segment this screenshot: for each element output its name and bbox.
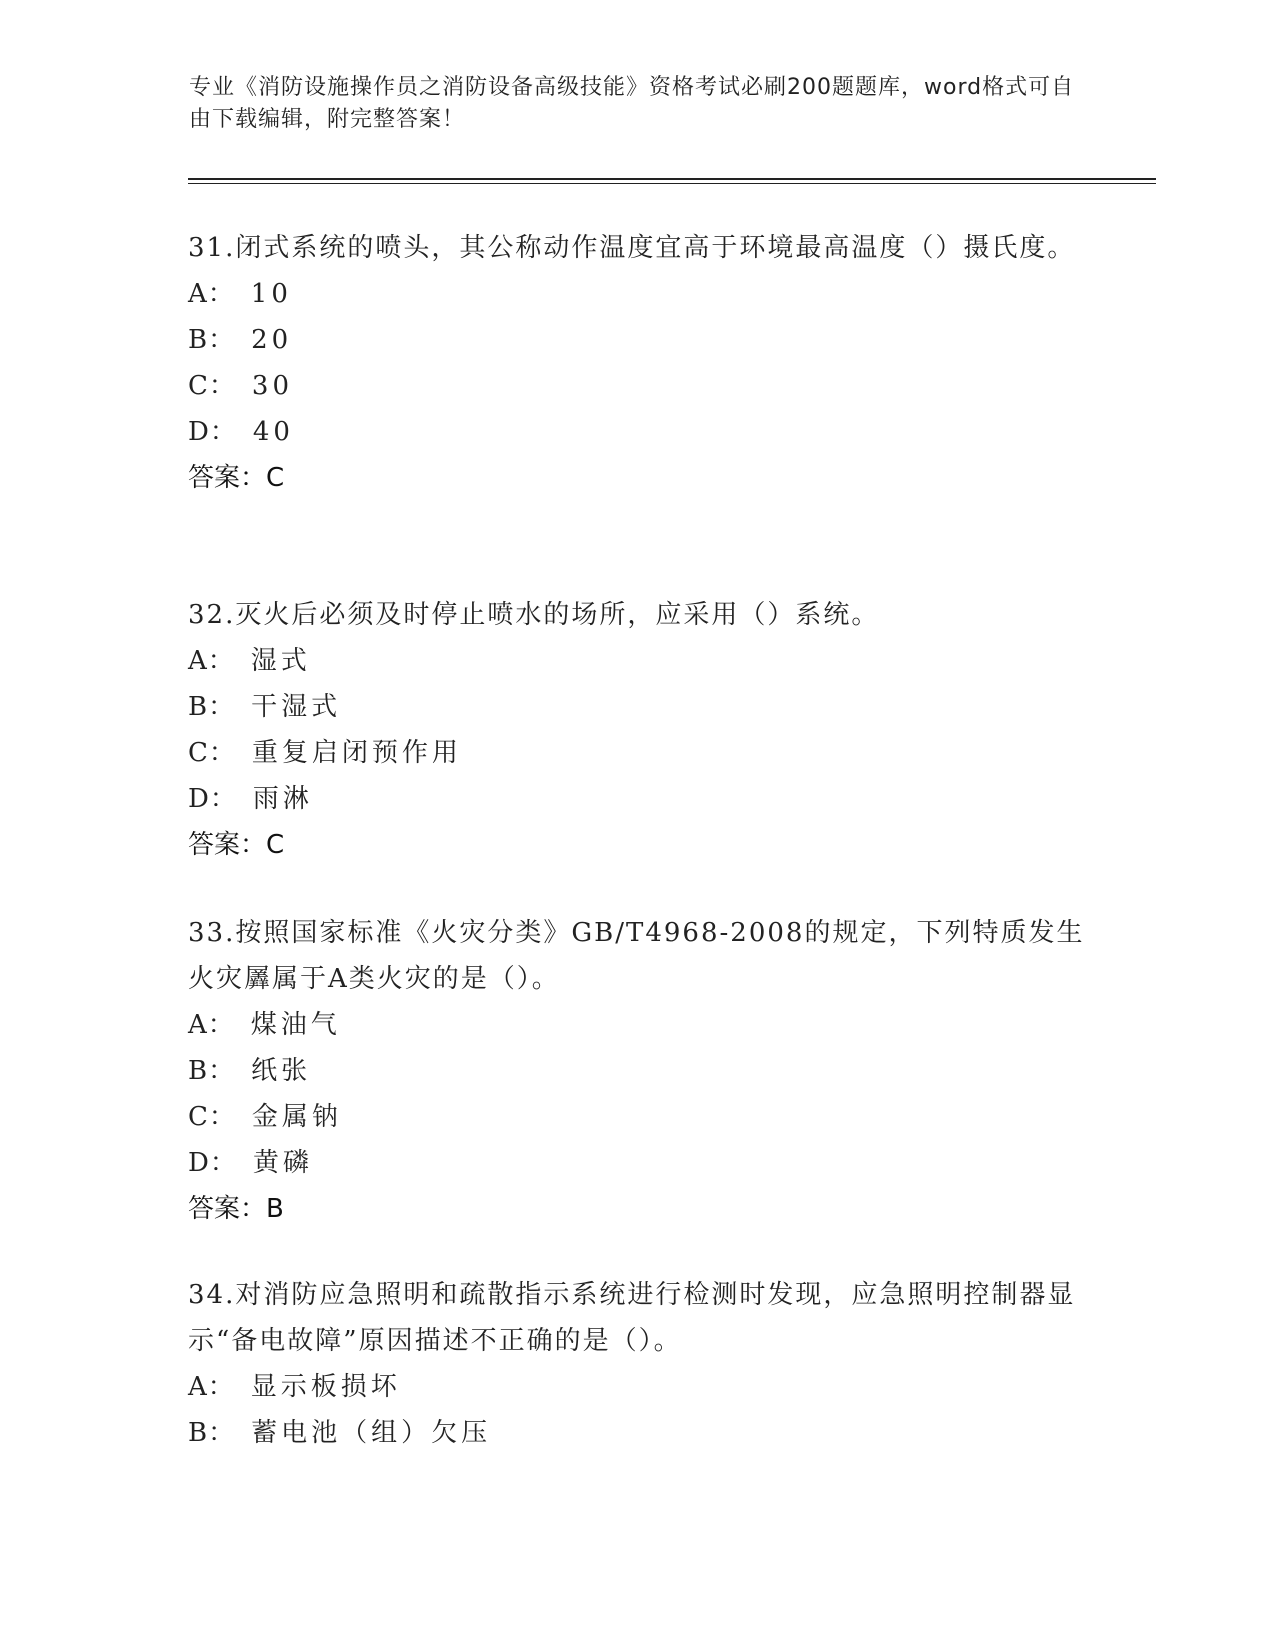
option-text: 金属钠 [251,1102,342,1132]
question-stem: 31.闭式系统的喷头，其公称动作温度宜高于环境最高温度（）摄氏度。 [188,233,1076,263]
option-b [188,317,1088,363]
option-letter: A： [188,646,235,676]
question-32 [188,592,1088,868]
option-text: 重复启闭预作用 [251,738,462,768]
question-34 [188,1272,1088,1456]
header-divider-thin [188,183,1156,184]
option-letter: C： [188,738,236,768]
option-text: 煤油气 [250,1010,341,1040]
option-letter: D： [188,417,237,447]
option-text: 显示板损坏 [250,1372,401,1402]
option-letter: D： [188,1148,237,1178]
answer-label: 答案：C [188,463,285,493]
option-d [188,409,1088,455]
header-divider [188,178,1156,180]
option-d [188,1140,1088,1186]
option-letter: A： [188,1372,235,1402]
option-c [188,1094,1088,1140]
option-text: 黄磷 [252,1148,313,1178]
option-letter: C： [188,1102,236,1132]
option-b [188,1410,1088,1456]
option-text: 20 [251,325,293,355]
option-b [188,684,1088,730]
option-text: 10 [250,279,292,309]
document-intro: 专业《消防设施操作员之消防设备高级技能》资格考试必刷200题题库，word格式可自由下载编辑，附完整答案！ [189,75,1075,132]
option-a [188,271,1088,317]
option-a [188,638,1088,684]
option-a [188,1364,1088,1410]
option-text: 干湿式 [251,692,342,722]
option-text: 雨淋 [252,784,313,814]
answer-label: 答案：C [188,830,285,860]
option-d [188,776,1088,822]
option-text: 湿式 [250,646,311,676]
answer-label: 答案：B [188,1194,284,1224]
question-stem: 34.对消防应急照明和疏散指示系统进行检测时发现，应急照明控制器显示“备电故障”原因描述不正确的是（）。 [188,1280,1076,1356]
question-31 [188,225,1088,501]
option-letter: C： [188,371,236,401]
option-letter: B： [188,325,236,355]
option-text: 40 [252,417,294,447]
option-letter: B： [188,1056,236,1086]
option-letter: B： [188,1418,236,1448]
option-letter: D： [188,784,237,814]
option-letter: A： [188,1010,235,1040]
option-text: 纸张 [251,1056,312,1086]
option-c [188,363,1088,409]
option-text: 蓄电池（组）欠压 [251,1418,492,1448]
option-b [188,1048,1088,1094]
question-33 [188,910,1088,1232]
option-a [188,1002,1088,1048]
option-c [188,730,1088,776]
option-letter: B： [188,692,236,722]
question-stem: 33.按照国家标准《火灾分类》GB/T4968-2008的规定，下列特质发生火灾羼属于A类火灾的是（）。 [188,918,1085,994]
question-stem: 32.灭火后必须及时停止喷水的场所，应采用（）系统。 [188,600,880,630]
option-text: 30 [251,371,293,401]
option-letter: A： [188,279,235,309]
